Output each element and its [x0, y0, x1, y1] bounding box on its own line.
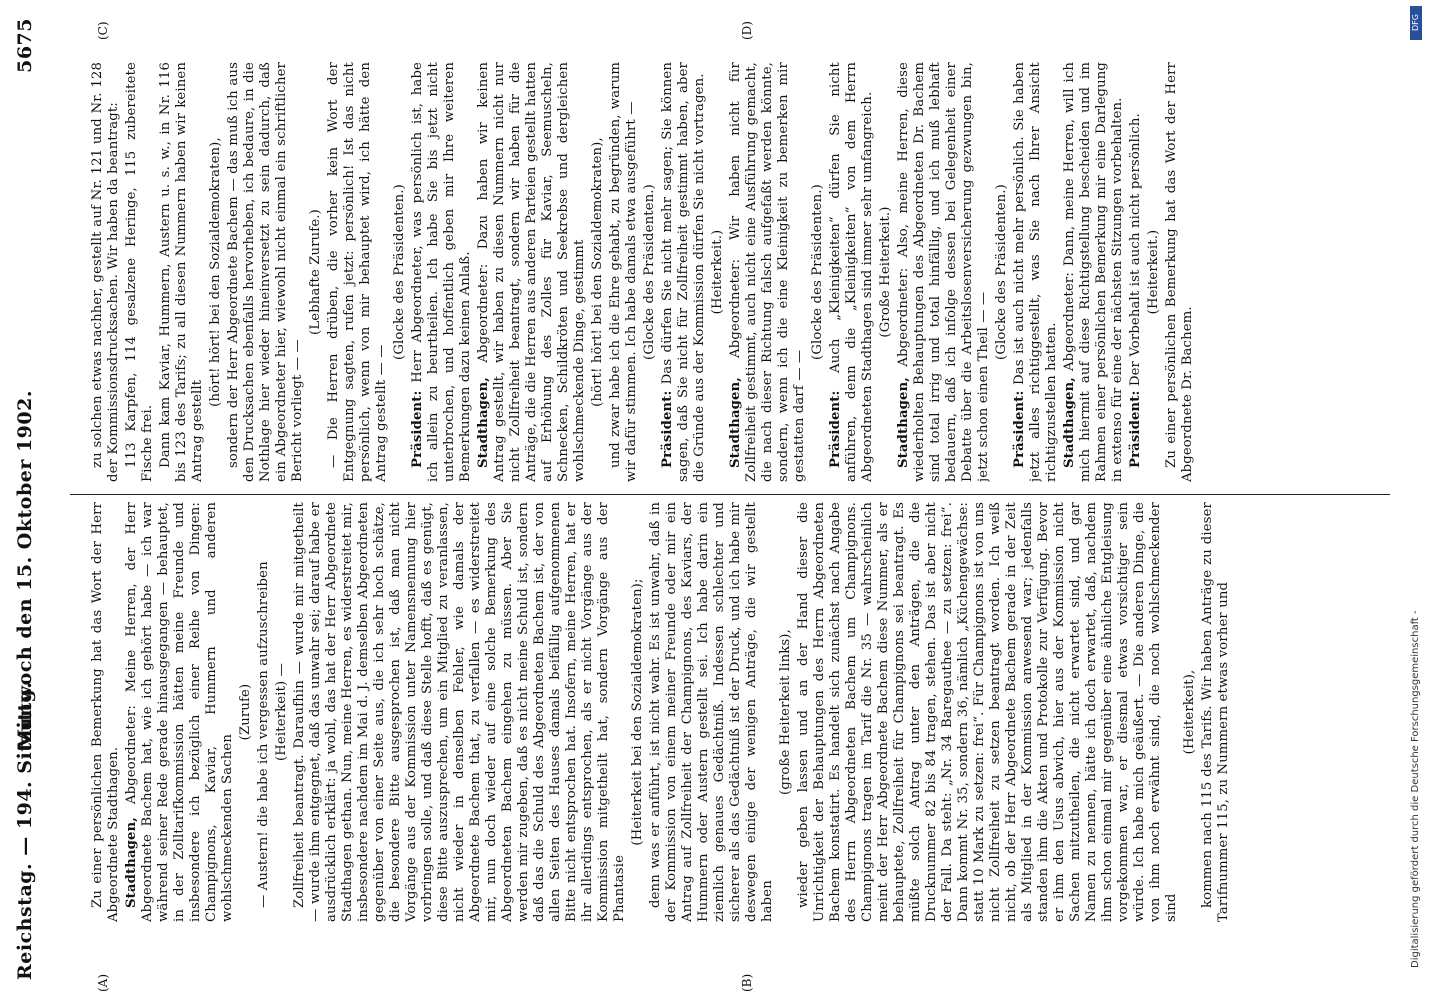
left-column: [90, 502, 1390, 922]
paragraph: [1128, 62, 1144, 482]
paragraph-text: Das dürfen Sie nicht mehr sagen; Sie können sagen, daß Sie nicht für Zollfreiheit gestimmt haben, aber die Gründe aus der Kommission dürfen Sie nicht vortragen.: [660, 62, 707, 482]
paragraph-text: (hört! hört! bei den Sozialdemokraten),: [208, 137, 223, 407]
paragraph: [1164, 62, 1196, 482]
paragraph-text: (Heiterkeit bei den Sozialdemokraten);: [630, 578, 645, 846]
paragraph: [1012, 62, 1060, 482]
margin-marker-d: (D): [740, 21, 754, 40]
paragraph-text: Zollfreiheit beantragt. Daraufhin — wurde mir mitgetheilt — wurde ihm entgegnet, daß das unwahr sei; darauf habe er ausdrücklich erklärt: ja wohl, das hat der Herr Abgeordnete Stadthagen gethan. Nun, meine Herren, es widerstreitet mir, insbesondere nachdem im Mai d. J. demselben Abgeordneten gegenüber von einer Seite aus, die ich sehr hoch schätze, die besondere Bitte ausgesprochen ist, daß man nicht Vorgänge aus der Kommission unter Namensnennung hier vorbringen solle, und daß diese Stelle hofft, daß es genügt, diese Bitte auszusprechen, um ein Mitglied zu veranlassen, nicht wieder in denselben Fehler, wie damals der Abgeordnete Bachem that, zu verfallen — es widerstreitet mir, nun doch wieder auf eine solche Bemerkung des Abgeordneten Bachem eingehen zu müssen. Aber Sie werden mir zugeben, daß es nicht meine Schuld ist, sondern daß das die Schuld des Abgeordneten Bachem ist, der von allen Seiten des Hauses damals beifällig aufgenommenen Bitte nicht entsprochen hat. Insofern, meine Herren, hat er ihr allerdings entsprochen, als er nicht Vorgänge aus der Kommission mitgetheilt hat, sondern Vorgänge aus der Phantasie: [292, 502, 627, 922]
speaker-name: Präsident:: [1128, 390, 1143, 468]
speaker-name: Stadthagen,: [124, 816, 139, 908]
paragraph-text: Abgeordneter: Meine Herren, der Herr Abgeordnete Bachem hat, wie ich gehört habe — ich war während seiner Rede gerade hinausgegangen — behauptet, in der Zolltarifkommission hätten meine Freunde und insbesondere ich bezüglich einer Reihe von Dingen: Champignons, Kaviar, Hummern und anderen wohlschmeckenden Sachen: [124, 502, 235, 922]
paragraph: [326, 62, 390, 482]
margin-marker-b: (B): [740, 973, 754, 992]
paragraph-text: zu solchen etwas nachher, gestellt auf Nr. 121 und Nr. 128 der Kommissionsdrucksachen. Wir haben da beantragt:: [90, 62, 121, 482]
header-left: Reichstag. — 194. Sitzung.: [14, 681, 36, 980]
paragraph-text: Zu einer persönlichen Bemerkung hat das Wort der Herr Abgeordnete Dr. Bachem.: [1164, 62, 1195, 482]
paragraph: [256, 502, 272, 922]
paragraph-text: (große Heiterkeit links),: [778, 629, 793, 795]
paragraph-text: Abgeordneter: Dann, meine Herren, will ich mich hiermit auf diese Richtigstellung bescheiden und im Rahmen einer persönlichen Bemerkung mir eine Darlegung in extenso für eine der nächsten Sitzungen vorbehalten.: [1062, 62, 1125, 482]
margin-marker-a: (A): [96, 973, 110, 992]
paragraph-text: Abgeordneter: Dazu haben wir keinen Antrag gestellt, wir haben zu diesen Nummern nicht nur nicht Zollfreiheit beantragt, sondern wir haben für die Anträge, die die Herren aus anderen Parteien gestellt hatten auf Erhöhung des Zolles für Kaviar, Seemuscheln, Schnecken, Schildkröten und Seekrebse und dergleichen wohlschmeckende Dinge, gestimmt: [476, 62, 587, 482]
paragraph-text: denn was er anführt, ist nicht wahr. Es ist unwahr, daß in der Kommission von einem meiner Freunde oder mir ein Antrag auf Zollfreiheit der Champignons, des Kaviars, der Hummern oder Austern gestellt sei. Ich habe darin ein ziemlich genaues Gedächtniß. Indessen schlechter und sicherer als das Gedächtniß ist der Druck, und ich habe mir deswegen einige der wenigen Anträge, die wir gestellt haben: [648, 502, 775, 922]
dfg-logo-badge: DFG: [1410, 6, 1422, 40]
paragraph-text: (Glocke des Präsidenten.): [994, 184, 1009, 360]
paragraph-text: (Lebhafte Zurufe.): [308, 209, 323, 335]
paragraph: [796, 502, 1180, 922]
interjection: [710, 62, 726, 482]
paragraph-text: kommen nach 115 des Tarifs. Wir haben Anträge zu dieser Tarifnummer 115, zu Nummern etwas vorher und: [1200, 502, 1231, 922]
paragraph: [226, 62, 306, 482]
paragraph-text: (hört! hört! bei den Sozialdemokraten),: [590, 137, 605, 407]
paragraph: [476, 62, 588, 482]
paragraph-text: Der Vorbehalt ist auch nicht persönlich.: [1128, 113, 1143, 391]
interjection: [778, 502, 794, 922]
digitization-credit: [1410, 8, 1424, 993]
page-number: 5675: [14, 18, 36, 73]
paragraph-text: — Die Herren drüben, die vorher kein Wort der Entgegnung sagten, rufen jetzt: persönlich! Ist das nicht persönlich, wenn von mir behauptet wird, ich hätte den Antrag gestellt — —: [326, 62, 389, 482]
paragraph-text: sondern der Herr Abgeordnete Bachem — das muß ich aus den Drucksachen ebenfalls hervorheben, ich bedaure, in die Nothlage hier wieder hineinversetzt zu sein dadurch, daß ein Abgeordneter hier, wiewohl nicht einmal ein schriftlicher Bericht vorliegt — —: [226, 62, 305, 482]
paragraph-text: Auch „Kleinigkeiten“ dürfen Sie nicht anführen, denn die „Kleinigkeiten“ von dem Herrn Abgeordneten Stadthagen sind immer sehr umfangreich.: [828, 62, 875, 482]
paragraph-text: (Heiterkeit.): [1146, 229, 1161, 315]
speaker-name: Präsident:: [1012, 390, 1027, 468]
interjection: [238, 502, 254, 922]
page-header: [0, 0, 60, 1000]
paragraph-text: Abgeordneter: Also, meine Herren, diese wiederholten Behauptungen des Abgeordneten Dr. Bachem sind total irrig und total hinfällig, und ich muß lebhaft bedauern, daß ich infolge dessen bei Gelegenheit einer Debatte über die Arbeitslosenversicherung gezwungen bin, jetzt schon einen Theil — —: [896, 62, 991, 482]
paragraph: [896, 62, 992, 482]
paragraph: [158, 62, 206, 482]
paragraph: [410, 62, 474, 482]
speaker-name: Stadthagen,: [1062, 376, 1077, 468]
paragraph: [124, 62, 156, 482]
interjection: [590, 62, 606, 482]
interjection: [810, 62, 826, 482]
paragraph: [1200, 502, 1232, 922]
paragraph: [1062, 62, 1126, 482]
paragraph-text: (Heiterkeit),: [1182, 669, 1197, 755]
paragraph-text: wieder geben lassen und an der Hand dieser die Unrichtigkeit der Behauptungen des Herrn Abgeordneten Bachem konstatirt. Es handelt sich zunächst nach Angabe des Herrn Abgeordneten Bachem um Champignons. Champignons tragen im Tarif die Nr. 35 — wahrscheinlich meint der Herr Abgeordnete Bachem diese Nummer, als er behauptete, Zollfreiheit für Champignons sei beantragt. Es müßte solch Antrag unter den Anträgen, die die Drucknummer 82 bis 84 tragen, stehen. Das ist aber nicht der Fall. Da steht: „Nr. 34 Baregauthee — zu setzen: frei“. Dann kommt Nr. 35, sondern 36, nämlich „Küchengewächse: statt 10 Mark zu setzen: frei“. Für Champignons ist von uns nicht Zollfreiheit zu setzen beantragt worden. Ich weiß nicht, ob der Herr Abgeordnete Bachem gerade in der Zeit als Mitglied in der Kommission anwesend war; jedenfalls standen ihm die Akten und Protokolle zur Verfügung. Bevor er ihm den Usus abwich, hier aus der Kommission nicht Sachen mitzutheilen, die nicht erwartet sind, und gar Namen zu nennen, hätte ich doch erwartet, daß, nachdem ihm schon einmal mir gegenüber eine ähnliche Entgleisung vorgekommen war, er diesmal etwas vorsichtiger sein würde. Ich habe mich geäußert. — Die anderen Dinge, die von ihm noch erwähnt sind, die noch wohlschmeckender sind: [796, 502, 1179, 922]
paragraph: [90, 502, 122, 922]
speaker-name: Präsident:: [828, 390, 843, 468]
column-divider: [70, 494, 1390, 495]
paragraph-text: Zu einer persönlichen Bemerkung hat das Wort der Herr Abgeordnete Stadthagen.: [90, 502, 121, 922]
paragraph: [90, 62, 122, 482]
speaker-name: Stadthagen,: [728, 376, 743, 468]
paragraph-text: Das ist auch nicht mehr persönlich. Sie haben jetzt alles richtiggestellt, was Sie nach Ihrer Ansicht richtigzustellen hatten.: [1012, 62, 1059, 482]
paragraph-text: (Heiterkeit.): [710, 229, 725, 315]
margin-marker-c: (C): [96, 21, 110, 40]
interjection: [208, 62, 224, 482]
paragraph: [124, 502, 236, 922]
interjection: [1146, 62, 1162, 482]
paragraph-text: (Glocke des Präsidenten.): [642, 184, 657, 360]
paragraph-text: Abgeordneter: Wir haben nicht für Zollfreiheit gestimmt, auch nicht eine Ausführung gemacht, die nach dieser Richtung falsch aufgefaßt werden könnte, sondern, wenn ich die eine Kleinigkeit zu bemerken mir gestatten darf — —: [728, 62, 807, 482]
paragraph: [292, 502, 628, 922]
header-date: Mittwoch den 15. Oktober 1902.: [14, 390, 36, 750]
speaker-name: Präsident:: [410, 390, 425, 468]
paragraph-text: Herr Abgeordneter, was persönlich ist, habe ich allein zu beurtheilen. Ich habe Sie bis jetzt nicht unterbrochen, und hoffentlich geben mir Ihre weiteren Bemerkungen dazu keinen Anlaß.: [410, 62, 473, 482]
interjection: [878, 62, 894, 482]
interjection: [994, 62, 1010, 482]
interjection: [630, 502, 646, 922]
paragraph-text: (Zurufe): [238, 683, 253, 741]
paragraph: [828, 62, 876, 482]
speaker-name: Stadthagen,: [476, 376, 491, 468]
paragraph-text: und zwar habe ich die Ehre gehabt, zu begründen, warum wir dafür stimmen. Ich habe damals etwa ausgeführt —: [608, 62, 639, 482]
paragraph: [608, 62, 640, 482]
paragraph-text: — Austern! die habe ich vergessen aufzuschreiben: [256, 561, 271, 908]
interjection: [642, 62, 658, 482]
credit-text: Digitalisierung gefördert durch die Deutsche Forschungsgemeinschaft -: [1410, 610, 1421, 968]
right-column: [90, 62, 1390, 482]
interjection: [1182, 502, 1198, 922]
interjection: [308, 62, 324, 482]
paragraph: [648, 502, 776, 922]
paragraph-text: 113 Karpfen, 114 gesalzene Heringe, 115 zubereitete Fische frei.: [124, 62, 155, 482]
paragraph: [728, 62, 808, 482]
paragraph: [660, 62, 708, 482]
paragraph-text: (Glocke des Präsidenten.): [810, 184, 825, 360]
paragraph-text: Dann kam Kaviar, Hummern, Austern u. s. w., in Nr. 116 bis 123 des Tarifs; zu all diesen Nummern haben wir keinen Antrag gestellt: [158, 62, 205, 482]
paragraph-text: (Große Heiterkeit.): [878, 206, 893, 338]
speaker-name: Stadthagen,: [896, 376, 911, 468]
interjection: [274, 502, 290, 922]
paragraph-text: (Heiterkeit) —: [274, 663, 289, 762]
interjection: [392, 62, 408, 482]
paragraph-text: (Glocke des Präsidenten.): [392, 184, 407, 360]
speaker-name: Präsident:: [660, 390, 675, 468]
